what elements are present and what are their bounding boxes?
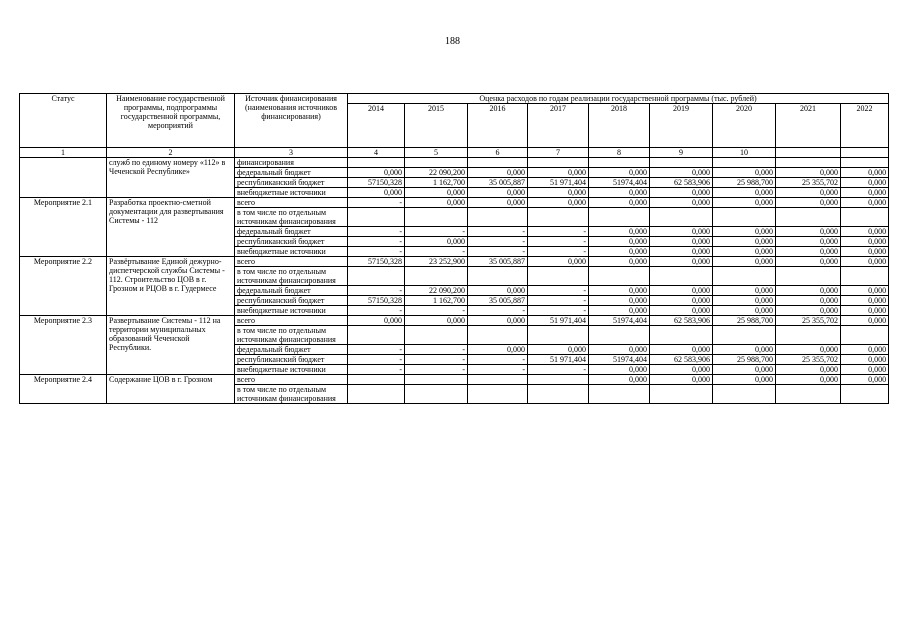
funding-source-cell: в том числе по отдельным источникам финансирования — [235, 385, 348, 404]
amount-cell: 0,000 — [468, 286, 528, 296]
amount-cell — [348, 267, 405, 286]
amount-cell: 57150,328 — [348, 178, 405, 188]
amount-cell: - — [468, 306, 528, 316]
amount-cell — [468, 375, 528, 385]
amount-cell: 0,000 — [405, 237, 468, 247]
amount-cell: 0,000 — [776, 247, 841, 257]
amount-cell: 0,000 — [841, 296, 889, 306]
column-number: 2 — [107, 148, 235, 158]
amount-cell: 0,000 — [589, 375, 650, 385]
amount-cell: 0,000 — [468, 168, 528, 178]
amount-cell: - — [405, 345, 468, 355]
budget-table — [19, 93, 889, 404]
amount-cell: 0,000 — [713, 227, 776, 237]
header-year: 2022 — [841, 104, 889, 148]
amount-cell: 62 583,906 — [650, 178, 713, 188]
amount-cell: 0,000 — [713, 188, 776, 198]
amount-cell: - — [348, 355, 405, 365]
amount-cell: 25 355,702 — [776, 316, 841, 326]
amount-cell — [405, 375, 468, 385]
measure-name-cell: Разработка проектно-сметной документации для развертывания Системы - 112 — [107, 198, 235, 257]
funding-source-cell: всего — [235, 375, 348, 385]
amount-cell — [776, 208, 841, 227]
amount-cell — [528, 385, 589, 404]
amount-cell: - — [348, 227, 405, 237]
header-year: 2016 — [468, 104, 528, 148]
amount-cell: 0,000 — [713, 345, 776, 355]
amount-cell: 0,000 — [405, 188, 468, 198]
amount-cell: 0,000 — [713, 306, 776, 316]
amount-cell — [841, 385, 889, 404]
funding-source-cell: внебюджетные источники — [235, 188, 348, 198]
amount-cell: - — [468, 365, 528, 375]
amount-cell: 23 252,900 — [405, 257, 468, 267]
amount-cell: - — [405, 247, 468, 257]
amount-cell: 0,000 — [468, 316, 528, 326]
amount-cell: 0,000 — [650, 257, 713, 267]
amount-cell — [589, 326, 650, 345]
amount-cell: 51 971,404 — [528, 316, 589, 326]
amount-cell: 0,000 — [589, 345, 650, 355]
amount-cell: 25 355,702 — [776, 355, 841, 365]
funding-source-cell: федеральный бюджет — [235, 345, 348, 355]
amount-cell: 0,000 — [650, 237, 713, 247]
funding-source-cell: в том числе по отдельным источникам финансирования — [235, 326, 348, 345]
amount-cell: 0,000 — [841, 345, 889, 355]
amount-cell: 0,000 — [841, 168, 889, 178]
amount-cell: 0,000 — [528, 257, 589, 267]
funding-source-cell: федеральный бюджет — [235, 227, 348, 237]
header-year: 2015 — [405, 104, 468, 148]
header-source: Источник финансирования (наименования источников финансирования) — [235, 94, 348, 148]
amount-cell: 0,000 — [650, 296, 713, 306]
header-estimate: Оценка расходов по годам реализации государственной программы (тыс. рублей) — [348, 94, 889, 104]
column-number: 5 — [405, 148, 468, 158]
amount-cell — [468, 385, 528, 404]
column-number: 1 — [20, 148, 107, 158]
amount-cell: - — [348, 198, 405, 208]
status-cell: Мероприятие 2.3 — [20, 316, 107, 375]
amount-cell: - — [348, 345, 405, 355]
header-year: 2017 — [528, 104, 589, 148]
measure-name-cell: Развертывание Системы - 112 на территории муниципальных образований Чеченской Республики. — [107, 316, 235, 375]
amount-cell: 0,000 — [650, 345, 713, 355]
amount-cell — [713, 267, 776, 286]
amount-cell: 0,000 — [713, 296, 776, 306]
amount-cell: 0,000 — [348, 316, 405, 326]
amount-cell: - — [405, 227, 468, 237]
amount-cell: 0,000 — [589, 306, 650, 316]
amount-cell: 0,000 — [528, 168, 589, 178]
amount-cell: - — [468, 227, 528, 237]
amount-cell — [468, 208, 528, 227]
amount-cell: - — [405, 306, 468, 316]
amount-cell: - — [528, 286, 589, 296]
header-status: Статус — [20, 94, 107, 148]
amount-cell: 22 090,200 — [405, 286, 468, 296]
amount-cell: 25 355,702 — [776, 178, 841, 188]
amount-cell: 0,000 — [589, 198, 650, 208]
amount-cell: 0,000 — [528, 345, 589, 355]
header-year: 2019 — [650, 104, 713, 148]
amount-cell — [650, 326, 713, 345]
funding-source-cell: внебюджетные источники — [235, 365, 348, 375]
amount-cell — [348, 375, 405, 385]
amount-cell: 0,000 — [650, 286, 713, 296]
amount-cell: 0,000 — [589, 188, 650, 198]
column-number: 3 — [235, 148, 348, 158]
amount-cell — [405, 158, 468, 168]
table-row — [20, 316, 889, 326]
amount-cell — [528, 158, 589, 168]
measure-name-cell: Развёртывание Единой дежурно-диспетчерской службы Системы - 112. Строительство ЦОВ в г. Грозном и РЦОВ в г. Гудермесе — [107, 257, 235, 316]
column-number: 4 — [348, 148, 405, 158]
amount-cell: 0,000 — [776, 257, 841, 267]
amount-cell: 0,000 — [528, 198, 589, 208]
amount-cell: 62 583,906 — [650, 316, 713, 326]
amount-cell: 0,000 — [650, 168, 713, 178]
amount-cell — [776, 326, 841, 345]
amount-cell: - — [468, 237, 528, 247]
amount-cell — [468, 326, 528, 345]
amount-cell: 35 005,887 — [468, 296, 528, 306]
amount-cell — [528, 267, 589, 286]
amount-cell: 0,000 — [589, 237, 650, 247]
amount-cell — [528, 326, 589, 345]
amount-cell: 0,000 — [713, 375, 776, 385]
column-number: 8 — [589, 148, 650, 158]
amount-cell: 0,000 — [776, 345, 841, 355]
amount-cell — [589, 208, 650, 227]
funding-source-cell: в том числе по отдельным источникам финансирования — [235, 267, 348, 286]
amount-cell: 35 005,887 — [468, 257, 528, 267]
amount-cell: 0,000 — [713, 365, 776, 375]
amount-cell: 0,000 — [776, 375, 841, 385]
amount-cell: 0,000 — [713, 198, 776, 208]
amount-cell: - — [528, 227, 589, 237]
amount-cell: - — [528, 296, 589, 306]
amount-cell — [713, 208, 776, 227]
amount-cell: 0,000 — [589, 168, 650, 178]
amount-cell: - — [348, 365, 405, 375]
amount-cell — [468, 267, 528, 286]
header-year: 2020 — [713, 104, 776, 148]
measure-name-cell: Содержание ЦОВ в г. Грозном — [107, 375, 235, 404]
funding-source-cell: федеральный бюджет — [235, 168, 348, 178]
amount-cell: 0,000 — [776, 286, 841, 296]
amount-cell — [528, 208, 589, 227]
amount-cell — [589, 158, 650, 168]
funding-source-cell: всего — [235, 257, 348, 267]
amount-cell — [405, 385, 468, 404]
amount-cell: 0,000 — [841, 227, 889, 237]
amount-cell — [841, 267, 889, 286]
amount-cell — [776, 267, 841, 286]
amount-cell: - — [528, 365, 589, 375]
amount-cell: 35 005,887 — [468, 178, 528, 188]
amount-cell: 0,000 — [589, 257, 650, 267]
amount-cell — [468, 158, 528, 168]
table-header — [20, 94, 889, 158]
amount-cell: 0,000 — [776, 188, 841, 198]
amount-cell: 51 971,404 — [528, 355, 589, 365]
amount-cell: 22 090,200 — [405, 168, 468, 178]
amount-cell — [348, 208, 405, 227]
amount-cell: - — [348, 286, 405, 296]
funding-source-cell: в том числе по отдельным источникам финансирования — [235, 208, 348, 227]
amount-cell: 0,000 — [650, 375, 713, 385]
amount-cell — [405, 326, 468, 345]
amount-cell: 25 988,700 — [713, 316, 776, 326]
column-number: 6 — [468, 148, 528, 158]
amount-cell: 0,000 — [650, 365, 713, 375]
amount-cell: 25 988,700 — [713, 355, 776, 365]
amount-cell: 0,000 — [776, 168, 841, 178]
amount-cell: 0,000 — [650, 306, 713, 316]
amount-cell: 62 583,906 — [650, 355, 713, 365]
amount-cell: 0,000 — [776, 227, 841, 237]
amount-cell — [348, 158, 405, 168]
amount-cell — [348, 385, 405, 404]
column-number — [776, 148, 841, 158]
amount-cell: - — [468, 355, 528, 365]
amount-cell: 0,000 — [650, 247, 713, 257]
amount-cell: 0,000 — [468, 198, 528, 208]
status-cell: Мероприятие 2.1 — [20, 198, 107, 257]
page-number: 188 — [445, 36, 460, 47]
amount-cell: 0,000 — [405, 198, 468, 208]
funding-source-cell: финансирования — [235, 158, 348, 168]
amount-cell: - — [405, 355, 468, 365]
amount-cell: 0,000 — [713, 286, 776, 296]
amount-cell: 0,000 — [841, 375, 889, 385]
amount-cell: 0,000 — [589, 247, 650, 257]
funding-source-cell: республиканский бюджет — [235, 178, 348, 188]
table-row — [20, 158, 889, 168]
amount-cell: 0,000 — [589, 227, 650, 237]
funding-source-cell: всего — [235, 198, 348, 208]
amount-cell — [841, 208, 889, 227]
amount-cell: 0,000 — [841, 188, 889, 198]
amount-cell: 0,000 — [776, 198, 841, 208]
funding-source-cell: внебюджетные источники — [235, 306, 348, 316]
amount-cell: 0,000 — [713, 247, 776, 257]
amount-cell: 57150,328 — [348, 296, 405, 306]
amount-cell: 51974,404 — [589, 316, 650, 326]
amount-cell: - — [405, 365, 468, 375]
amount-cell: - — [468, 247, 528, 257]
amount-cell: 0,000 — [650, 188, 713, 198]
amount-cell — [841, 158, 889, 168]
column-number: 9 — [650, 148, 713, 158]
amount-cell: 0,000 — [468, 188, 528, 198]
table-row — [20, 198, 889, 208]
amount-cell: 25 988,700 — [713, 178, 776, 188]
header-year: 2018 — [589, 104, 650, 148]
amount-cell: 0,000 — [841, 257, 889, 267]
amount-cell: 0,000 — [841, 365, 889, 375]
amount-cell: 0,000 — [776, 237, 841, 247]
amount-cell — [776, 385, 841, 404]
table-row — [20, 257, 889, 267]
amount-cell — [589, 267, 650, 286]
amount-cell: - — [528, 247, 589, 257]
header-year: 2021 — [776, 104, 841, 148]
funding-source-cell: федеральный бюджет — [235, 286, 348, 296]
status-cell: Мероприятие 2.2 — [20, 257, 107, 316]
amount-cell: 0,000 — [841, 198, 889, 208]
amount-cell: 1 162,700 — [405, 296, 468, 306]
status-cell — [20, 158, 107, 198]
amount-cell: 0,000 — [841, 355, 889, 365]
amount-cell: 0,000 — [841, 178, 889, 188]
amount-cell: 0,000 — [348, 188, 405, 198]
amount-cell — [589, 385, 650, 404]
table-body — [20, 158, 889, 404]
amount-cell: - — [348, 306, 405, 316]
amount-cell — [405, 208, 468, 227]
amount-cell — [650, 158, 713, 168]
amount-cell: 57150,328 — [348, 257, 405, 267]
amount-cell — [713, 326, 776, 345]
amount-cell: - — [528, 237, 589, 247]
amount-cell: 0,000 — [776, 296, 841, 306]
funding-source-cell: республиканский бюджет — [235, 237, 348, 247]
table-row — [20, 375, 889, 385]
amount-cell: 0,000 — [405, 316, 468, 326]
amount-cell: 0,000 — [528, 188, 589, 198]
amount-cell: 0,000 — [650, 198, 713, 208]
amount-cell — [348, 326, 405, 345]
amount-cell: 0,000 — [841, 237, 889, 247]
amount-cell: 0,000 — [776, 306, 841, 316]
amount-cell — [650, 385, 713, 404]
amount-cell: 51974,404 — [589, 355, 650, 365]
amount-cell — [650, 208, 713, 227]
amount-cell — [528, 375, 589, 385]
amount-cell: 0,000 — [589, 296, 650, 306]
amount-cell: - — [348, 247, 405, 257]
amount-cell: 51974,404 — [589, 178, 650, 188]
amount-cell: 0,000 — [468, 345, 528, 355]
amount-cell: 0,000 — [713, 257, 776, 267]
amount-cell: - — [528, 306, 589, 316]
funding-source-cell: внебюджетные источники — [235, 247, 348, 257]
amount-cell: 0,000 — [713, 168, 776, 178]
amount-cell — [405, 267, 468, 286]
column-number: 7 — [528, 148, 589, 158]
amount-cell: 0,000 — [348, 168, 405, 178]
amount-cell: 0,000 — [841, 306, 889, 316]
column-number: 10 — [713, 148, 776, 158]
column-number — [841, 148, 889, 158]
amount-cell: 0,000 — [841, 286, 889, 296]
funding-source-cell: республиканский бюджет — [235, 296, 348, 306]
amount-cell: 0,000 — [589, 286, 650, 296]
measure-name-cell: служб по единому номеру «112» в Чеченской Республике» — [107, 158, 235, 198]
amount-cell — [713, 158, 776, 168]
status-cell: Мероприятие 2.4 — [20, 375, 107, 404]
header-year: 2014 — [348, 104, 405, 148]
amount-cell: 0,000 — [713, 237, 776, 247]
amount-cell: - — [348, 237, 405, 247]
amount-cell: 51 971,404 — [528, 178, 589, 188]
amount-cell: 0,000 — [650, 227, 713, 237]
amount-cell: 0,000 — [776, 365, 841, 375]
amount-cell — [841, 326, 889, 345]
amount-cell: 0,000 — [841, 247, 889, 257]
amount-cell: 1 162,700 — [405, 178, 468, 188]
funding-source-cell: республиканский бюджет — [235, 355, 348, 365]
funding-source-cell: всего — [235, 316, 348, 326]
amount-cell: 0,000 — [841, 316, 889, 326]
header-name: Наименование государственной программы, подпрограммы государственной программы, мероприятий — [107, 94, 235, 148]
amount-cell: 0,000 — [589, 365, 650, 375]
amount-cell — [713, 385, 776, 404]
amount-cell — [650, 267, 713, 286]
amount-cell — [776, 158, 841, 168]
